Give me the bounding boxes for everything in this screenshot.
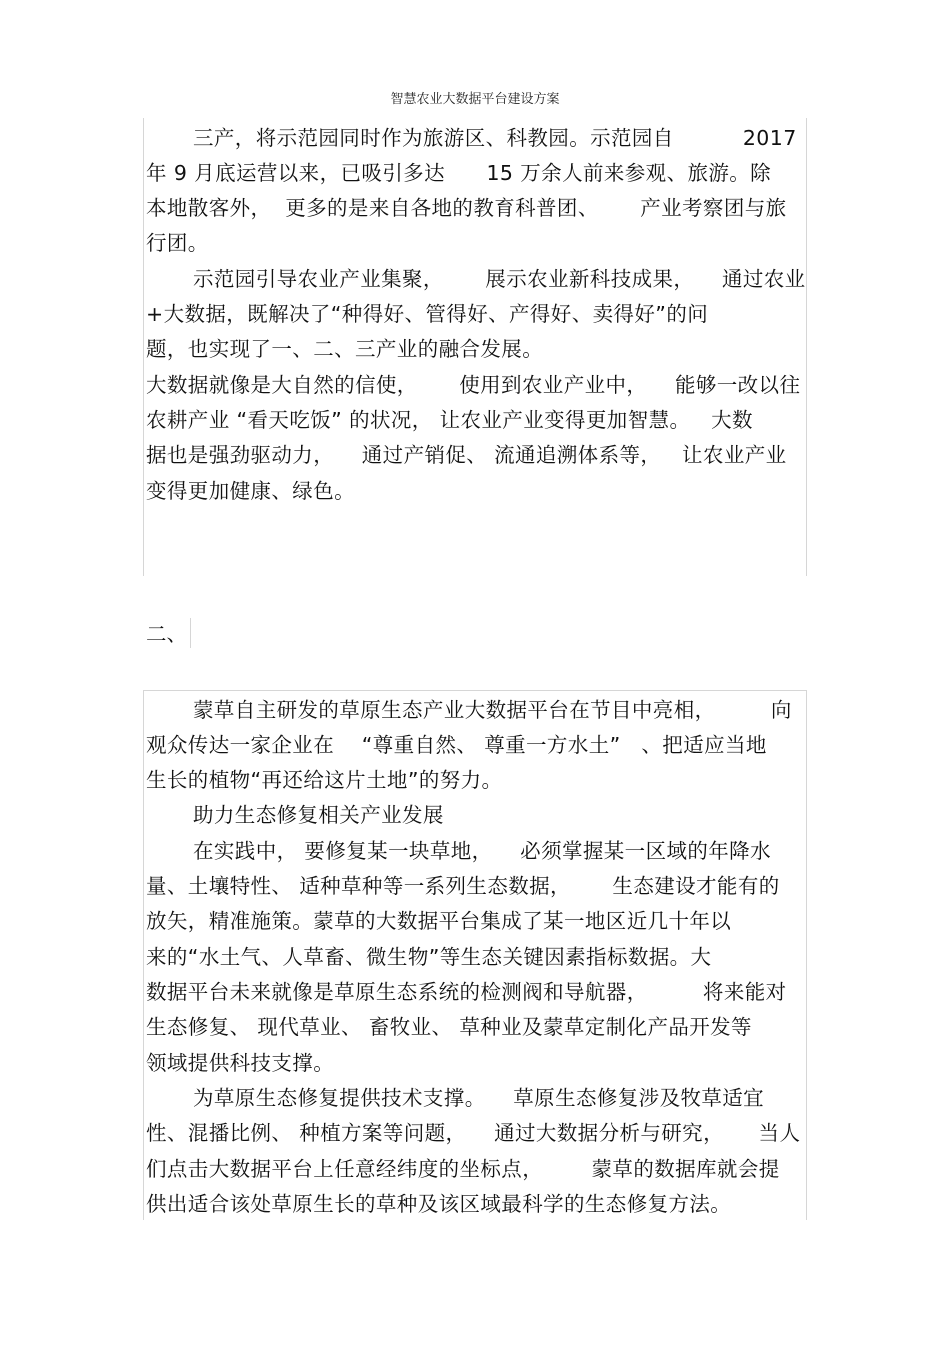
paragraph-line: 放矢，精准施策。蒙草的大数据平台集成了某一地区近几十年以 [146, 909, 732, 933]
paragraph-line: 大数据就像是大自然的信使， 使用到农业产业中， 能够一改以往 [146, 373, 801, 397]
paragraph-line: 据也是强劲驱动力， 通过产销促、 流通追溯体系等， 让农业产业 [146, 443, 787, 467]
paragraph-line: 三产，将示范园同时作为旅游区、科教园。示范园自 2017 [193, 126, 797, 150]
paragraph-line: 农耕产业 “看天吃饭” 的状况， 让农业产业变得更加智慧。 大数 [146, 408, 753, 432]
paragraph-line: 生态修复、 现代草业、 畜牧业、 草种业及蒙草定制化产品开发等 [146, 1015, 752, 1039]
paragraph-line: 题，也实现了一、二、三产业的融合发展。 [146, 337, 544, 361]
paragraph-line: 供出适合该处草原生长的草种及该区域最科学的生态修复方法。 [146, 1192, 732, 1216]
paragraph-line: 蒙草自主研发的草原生态产业大数据平台在节目中亮相， 向 [193, 698, 792, 722]
paragraph-line: 示范园引导农业产业集聚， 展示农业新科技成果， 通过农业 [193, 267, 806, 291]
paragraph-line: 在实践中， 要修复某一块草地， 必须掌握某一区域的年降水 [193, 839, 771, 863]
paragraph-line: 性、混播比例、 种植方案等问题， 通过大数据分析与研究， 当人 [146, 1121, 801, 1145]
paragraph-line: 年 9 月底运营以来，已吸引多达 15 万余人前来参观、旅游。除 [146, 161, 772, 185]
subheading-line: 助力生态修复相关产业发展 [193, 803, 444, 827]
section-heading: 二、 [146, 622, 187, 646]
paragraph-line: 生长的植物“再还给这片土地”的努力。 [146, 768, 503, 792]
paragraph-line: 行团。 [146, 231, 209, 255]
paragraph-line: +大数据，既解决了“种得好、管得好、产得好、卖得好”的问 [146, 302, 709, 326]
paragraph-line: 来的“水土气、人草畜、微生物”等生态关键因素指标数据。大 [146, 945, 712, 969]
paragraph-line: 为草原生态修复提供技术支撑。 草原生态修复涉及牧草适宜 [193, 1086, 765, 1110]
paragraph-line: 领域提供科技支撑。 [146, 1051, 335, 1075]
paragraph-line: 数据平台未来就像是草原生态系统的检测阀和导航器， 将来能对 [146, 980, 787, 1004]
paragraph-line: 本地散客外， 更多的是来自各地的教育科普团、 产业考察团与旅 [146, 196, 787, 220]
page-header-title: 智慧农业大数据平台建设方案 [390, 92, 560, 107]
paragraph-line: 观众传达一家企业在 “尊重自然、 尊重一方水土” 、把适应当地 [146, 733, 767, 757]
paragraph-line: 们点击大数据平台上任意经纬度的坐标点， 蒙草的数据库就会提 [146, 1157, 780, 1181]
paragraph-line: 量、土壤特性、 适种草种等一系列生态数据， 生态建设才能有的 [146, 874, 780, 898]
paragraph-line: 变得更加健康、绿色。 [146, 479, 355, 503]
